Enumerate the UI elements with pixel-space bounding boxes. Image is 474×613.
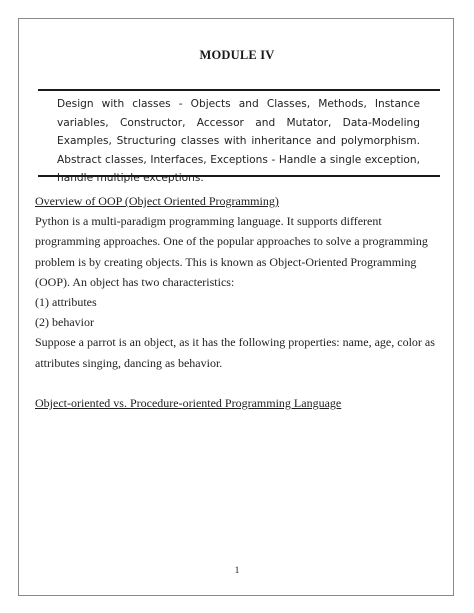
summary-top-rule [38,89,440,91]
section-heading-oop-overview: Overview of OOP (Object Oriented Programming) [35,194,279,208]
main-content [35,191,440,413]
oop-intro-paragraph: Python is a multi-paradigm programming language. It supports different programming approaches. One of the popular approaches to solve a programming problem is by creating objects. This is known as Object-Oriented Programming (OOP). An object has two characteristics: [35,214,428,289]
module-title: MODULE IV [199,48,275,62]
page-number: 1 [234,566,240,576]
characteristic-item-attributes: (1) attributes [35,295,97,310]
section-heading-oop-vs-pop: Object-oriented vs. Procedure-oriented Programming Language [35,395,342,410]
summary-bottom-rule [38,175,440,177]
characteristic-item-behavior: (2) behavior [35,315,94,330]
parrot-example-paragraph: Suppose a parrot is an object, as it has the following properties: name, age, color as attributes singing, dancing as behavior. [35,335,435,370]
module-summary: Design with classes - Objects and Classes, Methods, Instance variables, Constructor, Accessor and Mutator, Data-Modeling Examples, Structuring classes with inheritance and polymorphism. Abstract classes, Interfaces, Exceptions - Handle a single exception, handle multiple exceptions. [57,98,420,184]
